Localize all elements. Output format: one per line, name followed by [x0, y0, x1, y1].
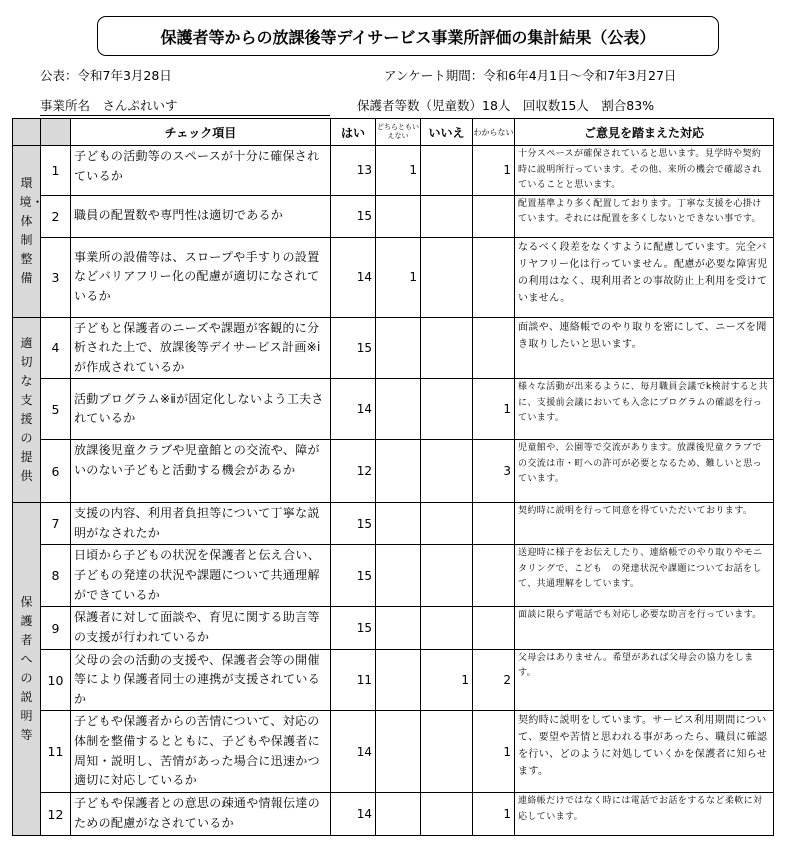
- check-item: 父母の会の活動の支援や、保護者会等の開催等により保護者同士の連携が支援されているか: [71, 649, 331, 711]
- row-number: 2: [41, 195, 71, 237]
- yes-count: 11: [331, 649, 376, 711]
- response-text: 送迎時に様子をお伝えしたり、連絡帳でのやり取りやモニタリングで、こども の発達状況や課題についてお話をして、共通理解をしています。: [515, 545, 774, 607]
- office-name: 事業所名 さんぷれいす: [40, 96, 330, 116]
- neither-count: [376, 440, 421, 503]
- neither-count: [376, 711, 421, 793]
- check-item: 日頃から子どもの状況を保護者と伝え合い、子どもの発達の状況や課題について共通理解ができているか: [71, 545, 331, 607]
- no-count: [421, 793, 473, 835]
- header-yes: はい: [331, 119, 376, 146]
- neither-count: [376, 793, 421, 835]
- unknown-count: 1: [473, 793, 515, 835]
- no-count: 1: [421, 649, 473, 711]
- table-row: [13, 379, 774, 440]
- table-row: [13, 649, 774, 711]
- unknown-count: 1: [473, 379, 515, 440]
- unknown-count: [473, 503, 515, 545]
- header-unknown: わからない: [473, 119, 515, 146]
- check-item: 支援の内容、利用者負担等について丁寧な説明がなされたか: [71, 503, 331, 545]
- survey-period: アンケート期間：令和6年4月1日～令和7年3月27日: [384, 68, 677, 83]
- table-header: [13, 119, 774, 146]
- unknown-count: 3: [473, 440, 515, 503]
- response-text: なるべく段差をなくすように配慮しています。完全バリヤフリー化は行っていません。配慮が必要な障害児の利用はなく、現利用者との事故防止上利用を受けていません。: [515, 237, 774, 317]
- table-row: [13, 545, 774, 607]
- yes-count: 14: [331, 379, 376, 440]
- no-count: [421, 237, 473, 317]
- row-number: 11: [41, 711, 71, 793]
- no-count: [421, 503, 473, 545]
- row-number: 12: [41, 793, 71, 835]
- check-item: 子どもの活動等のスペースが十分に確保されているか: [71, 146, 331, 196]
- header-response: ご意見を踏まえた対応: [515, 119, 774, 146]
- response-text: 契約時に説明を行って同意を得ていただいております。: [515, 503, 774, 545]
- response-text: 父母会はありません。希望があれば父母会の協力をします。: [515, 649, 774, 711]
- no-count: [421, 607, 473, 649]
- response-text: 契約時に説明をしています。サービス利用期間について、要望や苦情と思われる事があったら、職員に確認を行い、どのように対処していくかを保護者に知らせます。: [515, 711, 774, 793]
- unknown-count: [473, 545, 515, 607]
- neither-count: [376, 545, 421, 607]
- no-count: [421, 146, 473, 196]
- publication-date: 公表：令和7年3月28日: [40, 68, 172, 83]
- category-environment: 環境・体制整備: [13, 146, 41, 318]
- row-number: 8: [41, 545, 71, 607]
- yes-count: 15: [331, 545, 376, 607]
- yes-count: 13: [331, 146, 376, 196]
- row-number: 10: [41, 649, 71, 711]
- no-count: [421, 317, 473, 379]
- table-row: [13, 793, 774, 835]
- neither-count: [376, 317, 421, 379]
- row-number: 6: [41, 440, 71, 503]
- table-row: [13, 237, 774, 317]
- row-number: 9: [41, 607, 71, 649]
- unknown-count: 1: [473, 146, 515, 196]
- no-count: [421, 440, 473, 503]
- response-text: 連絡帳だけではなく時には電話でお話をするなど柔軟に対応しています。: [515, 793, 774, 835]
- table-row: [13, 503, 774, 545]
- row-number: 3: [41, 237, 71, 317]
- unknown-count: [473, 195, 515, 237]
- category-guardian-explanation: 保護者への説明等: [13, 503, 41, 835]
- header-category: [13, 119, 41, 146]
- yes-count: 15: [331, 195, 376, 237]
- table-row: [13, 195, 774, 237]
- yes-count: 12: [331, 440, 376, 503]
- row-number: 4: [41, 317, 71, 379]
- check-item: 子どもと保護者のニーズや課題が客観的に分析された上で、放課後等デイサービス計画※iが作成されているか: [71, 317, 331, 379]
- evaluation-table: [12, 118, 774, 836]
- row-number: 1: [41, 146, 71, 196]
- no-count: [421, 195, 473, 237]
- header-number: [41, 119, 71, 146]
- check-item: 放課後児童クラブや児童館との交流や、障がいのない子どもと活動する機会があるか: [71, 440, 331, 503]
- check-item: 子どもや保護者との意思の疎通や情報伝達のための配慮がなされているか: [71, 793, 331, 835]
- unknown-count: [473, 317, 515, 379]
- no-count: [421, 379, 473, 440]
- check-item: 事業所の設備等は、スロープや手すりの設置などバリアフリー化の配慮が適切になされているか: [71, 237, 331, 317]
- neither-count: [376, 649, 421, 711]
- check-item: 子どもや保護者からの苦情について、対応の体制を整備するとともに、子どもや保護者に周知・説明し、苦情があった場合に迅速かつ適切に対応しているか: [71, 711, 331, 793]
- yes-count: 14: [331, 237, 376, 317]
- category-support: 適切な支援の提供: [13, 317, 41, 503]
- neither-count: 1: [376, 146, 421, 196]
- no-count: [421, 711, 473, 793]
- check-item: 活動プログラム※ⅱが固定化しないよう工夫されているか: [71, 379, 331, 440]
- header-neither: どちらともいえない: [376, 119, 421, 146]
- yes-count: 14: [331, 711, 376, 793]
- response-text: 十分スペースが確保されていると思います。見学時や契約時に説明所行っています。その他、来所の機会で確認されていることと思います。: [515, 146, 774, 196]
- neither-count: [376, 195, 421, 237]
- table-row: [13, 607, 774, 649]
- row-number: 7: [41, 503, 71, 545]
- row-number: 5: [41, 379, 71, 440]
- guardian-stats: 保護者等数（児童数）18人 回収数15人 割合83%: [357, 98, 655, 113]
- yes-count: 15: [331, 317, 376, 379]
- neither-count: 1: [376, 237, 421, 317]
- neither-count: [376, 503, 421, 545]
- unknown-count: 2: [473, 649, 515, 711]
- table-row: [13, 711, 774, 793]
- unknown-count: [473, 237, 515, 317]
- yes-count: 14: [331, 793, 376, 835]
- yes-count: 15: [331, 503, 376, 545]
- check-item: 保護者に対して面談や、育児に関する助言等の支援が行われているか: [71, 607, 331, 649]
- unknown-count: 1: [473, 711, 515, 793]
- header-no: いいえ: [421, 119, 473, 146]
- response-text: 様々な活動が出来るように、毎月職員会議でk検討すると共に、支援前会議においても入念にプログラムの確認を行っています。: [515, 379, 774, 440]
- unknown-count: [473, 607, 515, 649]
- response-text: 面談や、連絡帳でのやり取りを密にして、ニーズを聞き取りしたいと思います。: [515, 317, 774, 379]
- neither-count: [376, 379, 421, 440]
- page-title: 保護者等からの放課後等デイサービス事業所評価の集計結果（公表）: [97, 16, 719, 56]
- response-text: 配置基準より多く配置しております。丁寧な支援を心掛けています。それには配置を多くしないとできない事です。: [515, 195, 774, 237]
- table-row: [13, 146, 774, 196]
- neither-count: [376, 607, 421, 649]
- table-row: [13, 440, 774, 503]
- table-row: [13, 317, 774, 379]
- check-item: 職員の配置数や専門性は適切であるか: [71, 195, 331, 237]
- no-count: [421, 545, 473, 607]
- response-text: 面談に限らず電話でも対応し必要な助言を行っています。: [515, 607, 774, 649]
- header-check-item: チェック項目: [71, 119, 331, 146]
- yes-count: 15: [331, 607, 376, 649]
- response-text: 児童館や、公園等で交流があります。放課後児童クラブでの交流は市・町への許可が必要となるため、難しいと思っています。: [515, 440, 774, 503]
